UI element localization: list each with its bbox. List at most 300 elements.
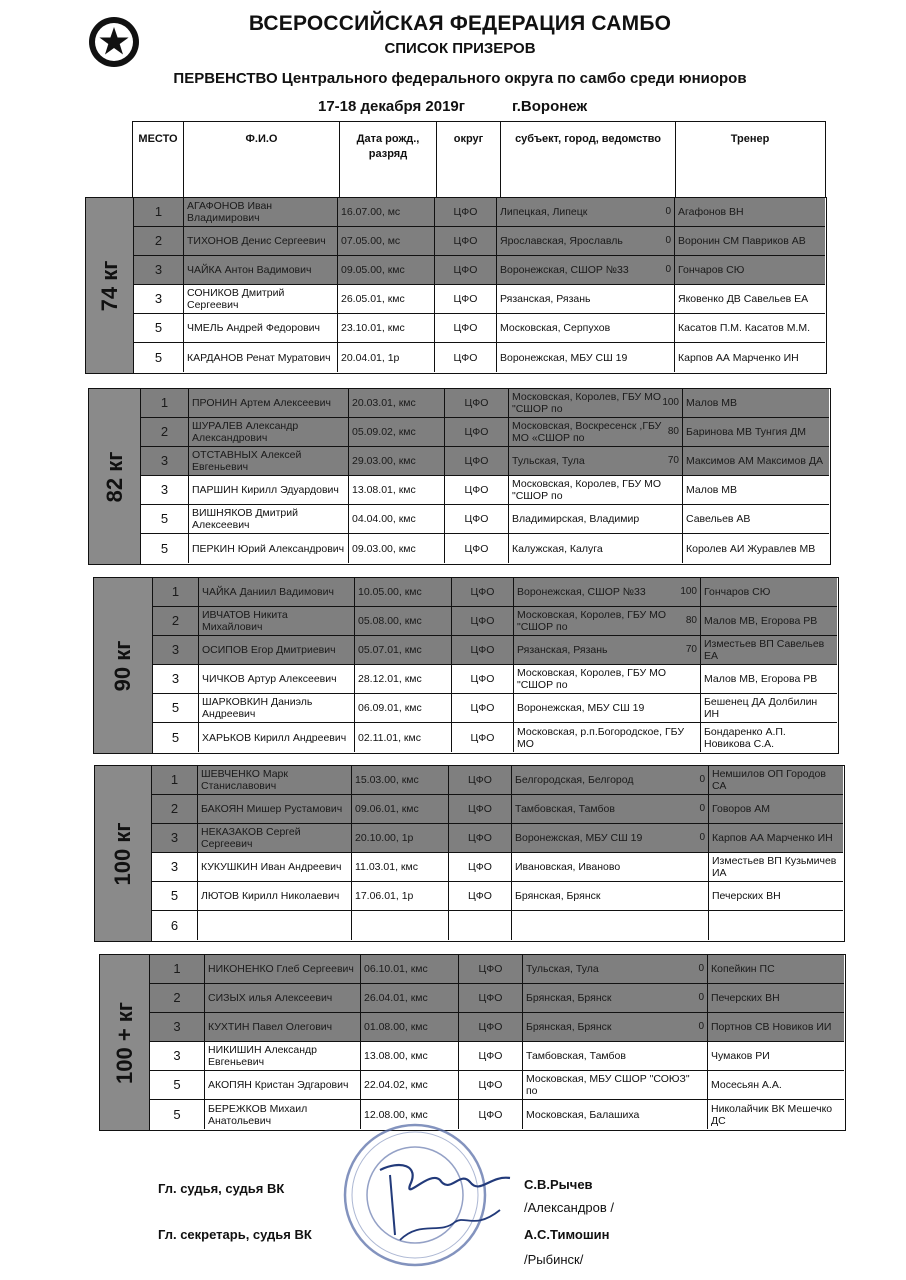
cell-coach-text: Баринова МВ Тунгия ДМ <box>686 426 806 438</box>
cell-name-text: ШУРАЛЕВ Александр Александрович <box>192 420 299 444</box>
cell-name <box>184 343 338 372</box>
cell-dob-text: 20.10.00, 1р <box>355 832 414 844</box>
cell-name <box>184 285 338 313</box>
cell-place-text: 3 <box>170 830 179 845</box>
cell-okrug-text: ЦФО <box>453 322 478 334</box>
cell-okrug <box>435 227 497 255</box>
cell-coach <box>675 256 825 284</box>
cell-okrug <box>449 766 512 794</box>
cell-name <box>189 534 349 563</box>
cell-subject-text: Брянская, Брянск <box>526 1021 612 1033</box>
cell-name <box>205 1100 361 1129</box>
cell-okrug <box>435 314 497 342</box>
table-row <box>141 418 829 447</box>
cell-place <box>150 955 205 983</box>
cell-okrug <box>452 636 514 664</box>
cell-place <box>153 607 199 635</box>
cell-coach <box>675 198 825 226</box>
chief-secretary-name: А.С.Тимошин <box>524 1227 610 1242</box>
cell-subject <box>509 505 683 533</box>
cell-name-text: КУКУШКИН Иван Андреевич <box>201 861 342 873</box>
cell-name <box>205 1071 361 1099</box>
cell-coach-text: Малов МВ, Егорова РВ <box>704 615 818 627</box>
cell-subject-text: Воронежская, МБУ СШ 19 <box>500 351 628 364</box>
table-row <box>152 911 843 940</box>
cell-dob <box>352 882 449 910</box>
cell-dob-text: 17.06.01, 1р <box>355 890 414 902</box>
cell-okrug-text: ЦФО <box>470 586 495 598</box>
cell-points: 0 <box>698 992 704 1003</box>
cell-okrug-text: ЦФО <box>464 455 489 467</box>
cell-dob <box>338 343 435 372</box>
cell-name <box>184 256 338 284</box>
cell-name <box>184 314 338 342</box>
cell-coach <box>708 955 844 983</box>
cell-coach-text: Малов МВ <box>686 397 738 409</box>
cell-coach <box>683 389 829 417</box>
cell-dob-text: 09.03.00, кмс <box>352 542 416 555</box>
cell-coach-text: Воронин СМ Павриков АВ <box>678 235 806 247</box>
cell-subject-text: Рязанская, Рязань <box>500 293 591 305</box>
cell-name-text: ИВЧАТОВ Никита Михайлович <box>202 609 288 633</box>
cell-dob <box>352 795 449 823</box>
cell-name <box>198 766 352 794</box>
cell-okrug <box>452 723 514 752</box>
cell-subject-text: Брянская, Брянск <box>515 890 601 902</box>
cell-coach-text: Малов МВ, Егорова РВ <box>704 673 818 685</box>
cell-subject <box>512 882 709 910</box>
cell-place <box>153 723 199 752</box>
cell-name <box>205 1013 361 1041</box>
table-row <box>152 795 843 824</box>
cell-name-text: БАКОЯН Мишер Рустамович <box>201 803 343 815</box>
cell-dob-text: 26.04.01, кмс <box>364 992 428 1004</box>
cell-place-text: 1 <box>170 772 179 787</box>
cell-okrug-text: ЦФО <box>453 293 478 305</box>
cell-dob <box>349 447 445 475</box>
weight-group <box>94 765 845 942</box>
cell-subject <box>523 1100 708 1129</box>
cell-okrug-text: ЦФО <box>478 963 503 975</box>
table-row <box>141 447 829 476</box>
cell-place <box>153 665 199 693</box>
cell-coach-text: Максимов АМ Максимов ДА <box>686 455 823 467</box>
cell-coach <box>683 447 829 475</box>
cell-dob-text: 13.08.00, кмс <box>364 1050 428 1062</box>
cell-place <box>152 824 198 852</box>
cell-dob-text: 22.04.02, кмс <box>364 1079 428 1091</box>
cell-subject-text: Владимирская, Владимир <box>512 513 640 525</box>
weight-category-label <box>89 389 141 564</box>
cell-name <box>205 955 361 983</box>
table-row <box>141 534 829 563</box>
cell-subject <box>512 766 709 794</box>
cell-okrug <box>452 665 514 693</box>
cell-name <box>184 227 338 255</box>
cell-okrug-text: ЦФО <box>453 235 478 247</box>
table-row <box>150 955 844 984</box>
cell-subject <box>512 853 709 881</box>
cell-name-text: БЕРЕЖКОВ Михаил Анатольевич <box>208 1102 308 1127</box>
weight-category-text: 82 кг <box>101 451 127 502</box>
cell-coach <box>708 1042 844 1070</box>
cell-place <box>150 1071 205 1099</box>
cell-okrug-text: ЦФО <box>453 206 478 218</box>
cell-coach-text: Мосесьян А.А. <box>711 1079 782 1091</box>
cell-coach <box>683 476 829 504</box>
cell-dob-text: 20.03.01, кмс <box>352 397 416 409</box>
cell-name-text: КУХТИН Павел Олегович <box>208 1021 333 1033</box>
cell-place-text: 5 <box>160 540 169 556</box>
cell-okrug-text: ЦФО <box>470 673 495 685</box>
cell-dob <box>338 314 435 342</box>
column-header-name: Ф.И.О <box>184 122 340 198</box>
cell-name-text: АКОПЯН Кристан Эдгарович <box>208 1079 349 1091</box>
cell-coach <box>709 911 843 940</box>
cell-place <box>134 285 184 313</box>
weight-category-text: 100 кг <box>110 822 135 885</box>
cell-coach-text: Савельев АВ <box>686 513 751 525</box>
cell-okrug <box>449 824 512 852</box>
cell-subject-text: Воронежская, МБУ СШ 19 <box>517 702 645 714</box>
table-row <box>153 578 837 607</box>
cell-subject <box>497 285 675 313</box>
cell-points: 0 <box>699 803 705 814</box>
table-row <box>141 389 829 418</box>
cell-name-text: ЧАЙКА Антон Вадимович <box>187 264 312 276</box>
table-row <box>153 607 837 636</box>
cell-subject-text: Московская, Королев, ГБУ МО "СШОР по <box>517 667 667 691</box>
column-header-place: МЕСТО <box>133 122 184 198</box>
cell-okrug-text: ЦФО <box>453 351 478 364</box>
cell-okrug-text: ЦФО <box>468 803 492 815</box>
cell-subject-text: Брянская, Брянск <box>526 992 612 1004</box>
cell-dob-text: 23.10.01, кмс <box>341 322 405 334</box>
cell-place <box>150 1042 205 1070</box>
weight-group <box>93 577 839 754</box>
chief-judge-city: /Александров / <box>524 1200 615 1215</box>
table-row <box>134 256 825 285</box>
chief-judge-title: Гл. судья, судья ВК <box>158 1181 285 1196</box>
cell-subject <box>497 256 675 284</box>
cell-dob-text: 29.03.00, кмс <box>352 455 416 467</box>
cell-subject <box>509 447 683 475</box>
cell-dob-text: 05.09.02, кмс <box>352 426 416 438</box>
cell-place <box>141 476 189 504</box>
column-header-coach: Тренер <box>730 133 770 145</box>
cell-coach-text: Карпов АА Марченко ИН <box>678 351 799 364</box>
cell-subject <box>514 636 701 664</box>
cell-subject <box>523 1013 708 1041</box>
cell-okrug <box>435 343 497 372</box>
cell-place-text: 5 <box>173 1106 181 1122</box>
cell-coach <box>683 505 829 533</box>
cell-points: 70 <box>685 644 697 655</box>
cell-name-text: ПЕРКИН Юрий Александрович <box>192 542 345 555</box>
column-header-dob: Дата рожд., разряд <box>340 122 437 198</box>
table-row <box>134 285 825 314</box>
cell-subject <box>514 723 701 752</box>
cell-place-text: 3 <box>173 1048 181 1063</box>
cell-coach <box>708 1071 844 1099</box>
cell-okrug-text: ЦФО <box>478 1050 503 1062</box>
cell-okrug-text: ЦФО <box>464 484 489 496</box>
cell-coach <box>675 227 825 255</box>
cell-place <box>141 534 189 563</box>
cell-coach <box>701 607 837 635</box>
cell-dob-text: 16.07.00, мс <box>341 206 401 218</box>
cell-coach-text: Печерских ВН <box>712 890 781 902</box>
cell-dob <box>349 476 445 504</box>
cell-coach-text: Изместьев ВП Кузьмичев ИА <box>712 855 837 879</box>
table-row <box>134 227 825 256</box>
cell-place-text: 3 <box>171 642 180 657</box>
cell-name-text: ОТСТАВНЫХ Алексей Евгеньевич <box>192 449 302 473</box>
sambo-federation-logo-icon <box>88 16 140 68</box>
cell-name-text: ЧИЧКОВ Артур Алексеевич <box>202 673 337 685</box>
cell-subject <box>512 911 709 940</box>
table-row <box>150 1071 844 1100</box>
cell-subject-text: Московская, Королев, ГБУ МО "СШОР по <box>512 478 662 502</box>
cell-place <box>152 911 198 940</box>
cell-coach-text: Копейкин ПС <box>711 963 775 975</box>
table-row <box>150 1013 844 1042</box>
cell-place-text: 5 <box>154 349 163 365</box>
cell-subject <box>523 1042 708 1070</box>
cell-name <box>198 882 352 910</box>
cell-coach-text: Малов МВ <box>686 484 738 496</box>
cell-okrug <box>445 505 509 533</box>
cell-okrug <box>459 1071 523 1099</box>
cell-place-text: 3 <box>173 1019 181 1034</box>
cell-coach-text: Портнов СВ Новиков ИИ <box>711 1021 832 1033</box>
cell-dob <box>361 984 459 1012</box>
cell-subject-text: Ярославская, Ярославль <box>500 235 623 247</box>
cell-place <box>141 389 189 417</box>
cell-coach <box>709 853 843 881</box>
cell-subject-text: Московская, Королев, ГБУ МО "СШОР по <box>512 391 662 415</box>
cell-place <box>152 795 198 823</box>
cell-points: 70 <box>667 455 679 466</box>
cell-subject-text: Ивановская, Иваново <box>515 861 621 873</box>
cell-okrug <box>449 882 512 910</box>
cell-subject <box>512 795 709 823</box>
cell-place-text: 5 <box>160 511 169 526</box>
chief-secretary-city: /Рыбинск/ <box>524 1252 584 1267</box>
cell-okrug-text: ЦФО <box>468 861 492 873</box>
cell-okrug <box>435 198 497 226</box>
cell-okrug-text: ЦФО <box>470 644 495 656</box>
cell-name-text: СОНИКОВ Дмитрий Сергеевич <box>187 287 285 311</box>
cell-subject <box>514 694 701 722</box>
cell-dob <box>352 911 449 940</box>
cell-place-text: 2 <box>154 233 163 248</box>
cell-okrug-text: ЦФО <box>464 426 489 438</box>
cell-name <box>189 389 349 417</box>
cell-place <box>152 882 198 910</box>
cell-okrug <box>449 911 512 940</box>
cell-okrug-text: ЦФО <box>478 1108 503 1121</box>
cell-points: 100 <box>662 397 679 408</box>
cell-dob-text: 26.05.01, кмс <box>341 293 405 305</box>
cell-okrug <box>459 955 523 983</box>
cell-name-text: КАРДАНОВ Ренат Муратович <box>187 351 331 364</box>
cell-okrug-text: ЦФО <box>478 1021 503 1033</box>
cell-subject <box>497 343 675 372</box>
cell-coach <box>675 343 825 372</box>
cell-subject <box>512 824 709 852</box>
cell-dob-text: 04.04.00, кмс <box>352 513 416 525</box>
cell-points: 0 <box>665 235 671 246</box>
cell-name <box>198 795 352 823</box>
cell-points: 0 <box>665 264 671 275</box>
cell-okrug <box>449 853 512 881</box>
cell-name-text: АГАФОНОВ Иван Владимирович <box>187 200 273 224</box>
cell-subject-text: Тамбовская, Тамбов <box>526 1050 626 1062</box>
cell-subject <box>509 534 683 563</box>
cell-coach <box>708 1100 844 1129</box>
table-row <box>134 343 825 372</box>
cell-dob-text: 09.05.00, кмс <box>341 264 405 276</box>
cell-okrug-text: ЦФО <box>470 615 495 627</box>
cell-subject-text: Московская, Воскресенск ,ГБУ МО «СШОР по <box>512 420 662 444</box>
cell-dob <box>338 227 435 255</box>
weight-category-label <box>100 955 150 1130</box>
cell-dob <box>355 665 452 693</box>
cell-coach-text: Печерских ВН <box>711 992 780 1004</box>
cell-name <box>198 824 352 852</box>
cell-name <box>189 418 349 446</box>
cell-coach <box>701 723 837 752</box>
event-city: г.Воронеж <box>512 98 588 115</box>
cell-coach-text: Бондаренко А.П. Новикова С.А. <box>704 725 786 750</box>
weight-category-text: 74 кг <box>96 260 122 311</box>
table-row <box>153 723 837 752</box>
cell-dob <box>349 534 445 563</box>
cell-coach <box>708 984 844 1012</box>
cell-dob <box>349 418 445 446</box>
cell-name-text: ПРОНИН Артем Алексеевич <box>192 397 331 409</box>
cell-coach <box>683 418 829 446</box>
cell-coach <box>701 578 837 606</box>
cell-name-text: ШЕВЧЕНКО Марк Станиславович <box>201 768 288 792</box>
cell-coach <box>708 1013 844 1041</box>
cell-subject <box>509 389 683 417</box>
cell-name-text: ХАРЬКОВ Кирилл Андреевич <box>202 731 347 744</box>
cell-subject-text: Воронежская, МБУ СШ 19 <box>515 832 643 844</box>
cell-name <box>184 198 338 226</box>
cell-subject <box>509 418 683 446</box>
cell-subject-text: Воронежская, СШОР №33 <box>500 264 629 276</box>
cell-place <box>141 505 189 533</box>
table-row <box>152 882 843 911</box>
cell-dob <box>355 607 452 635</box>
cell-subject-text: Тамбовская, Тамбов <box>515 803 615 815</box>
cell-name <box>199 665 355 693</box>
cell-place <box>134 343 184 372</box>
table-row <box>152 766 843 795</box>
cell-subject-text: Белгородская, Белгород <box>515 774 634 786</box>
cell-points: 0 <box>699 832 705 843</box>
column-header-subject: субъект, город, ведомство <box>501 122 676 198</box>
cell-dob-text: 20.04.01, 1р <box>341 351 400 364</box>
cell-dob <box>338 285 435 313</box>
cell-place-text: 5 <box>154 320 163 335</box>
weight-group <box>85 197 827 374</box>
cell-place-text: 2 <box>160 424 169 439</box>
cell-place-text: 1 <box>173 961 181 976</box>
cell-dob <box>355 578 452 606</box>
cell-subject-text: Московская, Балашиха <box>526 1108 640 1121</box>
cell-subject-text: Московская, Серпухов <box>500 322 611 334</box>
cell-name-text: ПАРШИН Кирилл Эдуардович <box>192 484 339 496</box>
cell-coach-text: Агафонов ВН <box>678 206 744 218</box>
cell-place-text: 5 <box>171 700 180 715</box>
event-dates: 17-18 декабря 2019г <box>318 98 466 115</box>
federation-title: ВСЕРОССИЙСКАЯ ФЕДЕРАЦИЯ САМБО <box>248 12 672 35</box>
table-row <box>134 198 825 227</box>
cell-okrug <box>445 534 509 563</box>
weight-group <box>99 954 846 1131</box>
cell-place-text: 1 <box>154 204 163 219</box>
cell-coach-text: Королев АИ Журавлев МВ <box>686 542 816 555</box>
cell-okrug <box>452 694 514 722</box>
cell-coach <box>701 665 837 693</box>
cell-place-text: 2 <box>171 613 180 628</box>
cell-dob-text: 06.10.01, кмс <box>364 963 428 975</box>
cell-okrug-text: ЦФО <box>468 774 492 786</box>
cell-subject-text: Липецкая, Липецк <box>500 206 588 218</box>
cell-name-text: НИКОНЕНКО Глеб Сергеевич <box>208 963 354 975</box>
cell-name-text: НЕКАЗАКОВ Сергей Сергеевич <box>201 826 301 850</box>
cell-subject <box>514 607 701 635</box>
cell-name-text: ЛЮТОВ Кирилл Николаевич <box>201 890 340 902</box>
cell-place <box>141 447 189 475</box>
cell-subject <box>497 314 675 342</box>
cell-points: 80 <box>667 426 679 437</box>
weight-category-label <box>95 766 152 941</box>
cell-coach-text: Яковенко ДВ Савельев ЕА <box>678 293 809 305</box>
cell-dob <box>355 694 452 722</box>
cell-points: 0 <box>698 963 704 974</box>
cell-okrug <box>452 578 514 606</box>
cell-place-text: 3 <box>160 453 169 468</box>
cell-name-text: ШАРКОВКИН Даниэль Андреевич <box>202 696 313 720</box>
cell-name <box>189 447 349 475</box>
signature-icon <box>360 1140 530 1260</box>
cell-coach <box>709 795 843 823</box>
cell-okrug-text: ЦФО <box>470 731 495 744</box>
cell-dob <box>361 955 459 983</box>
event-title: ПЕРВЕНСТВО Центрального федерального округа по самбо среди юниоров <box>173 70 747 87</box>
cell-subject-text: Воронежская, СШОР №33 <box>517 586 646 598</box>
cell-coach <box>709 766 843 794</box>
table-row <box>134 314 825 343</box>
cell-dob-text: 10.05.00, кмс <box>358 586 422 598</box>
cell-name <box>189 505 349 533</box>
cell-place <box>141 418 189 446</box>
cell-place <box>150 1100 205 1129</box>
list-title: СПИСОК ПРИЗЕРОВ <box>384 40 536 57</box>
cell-dob-text: 11.03.01, кмс <box>355 861 418 873</box>
cell-okrug <box>445 447 509 475</box>
cell-dob <box>352 853 449 881</box>
cell-coach-text: Николайчик ВК Мешечко ДС <box>711 1102 833 1127</box>
cell-place-text: 3 <box>171 671 180 686</box>
cell-coach-text: Гончаров СЮ <box>678 264 745 276</box>
cell-coach <box>701 636 837 664</box>
cell-dob-text: 05.07.01, кмс <box>358 644 422 656</box>
